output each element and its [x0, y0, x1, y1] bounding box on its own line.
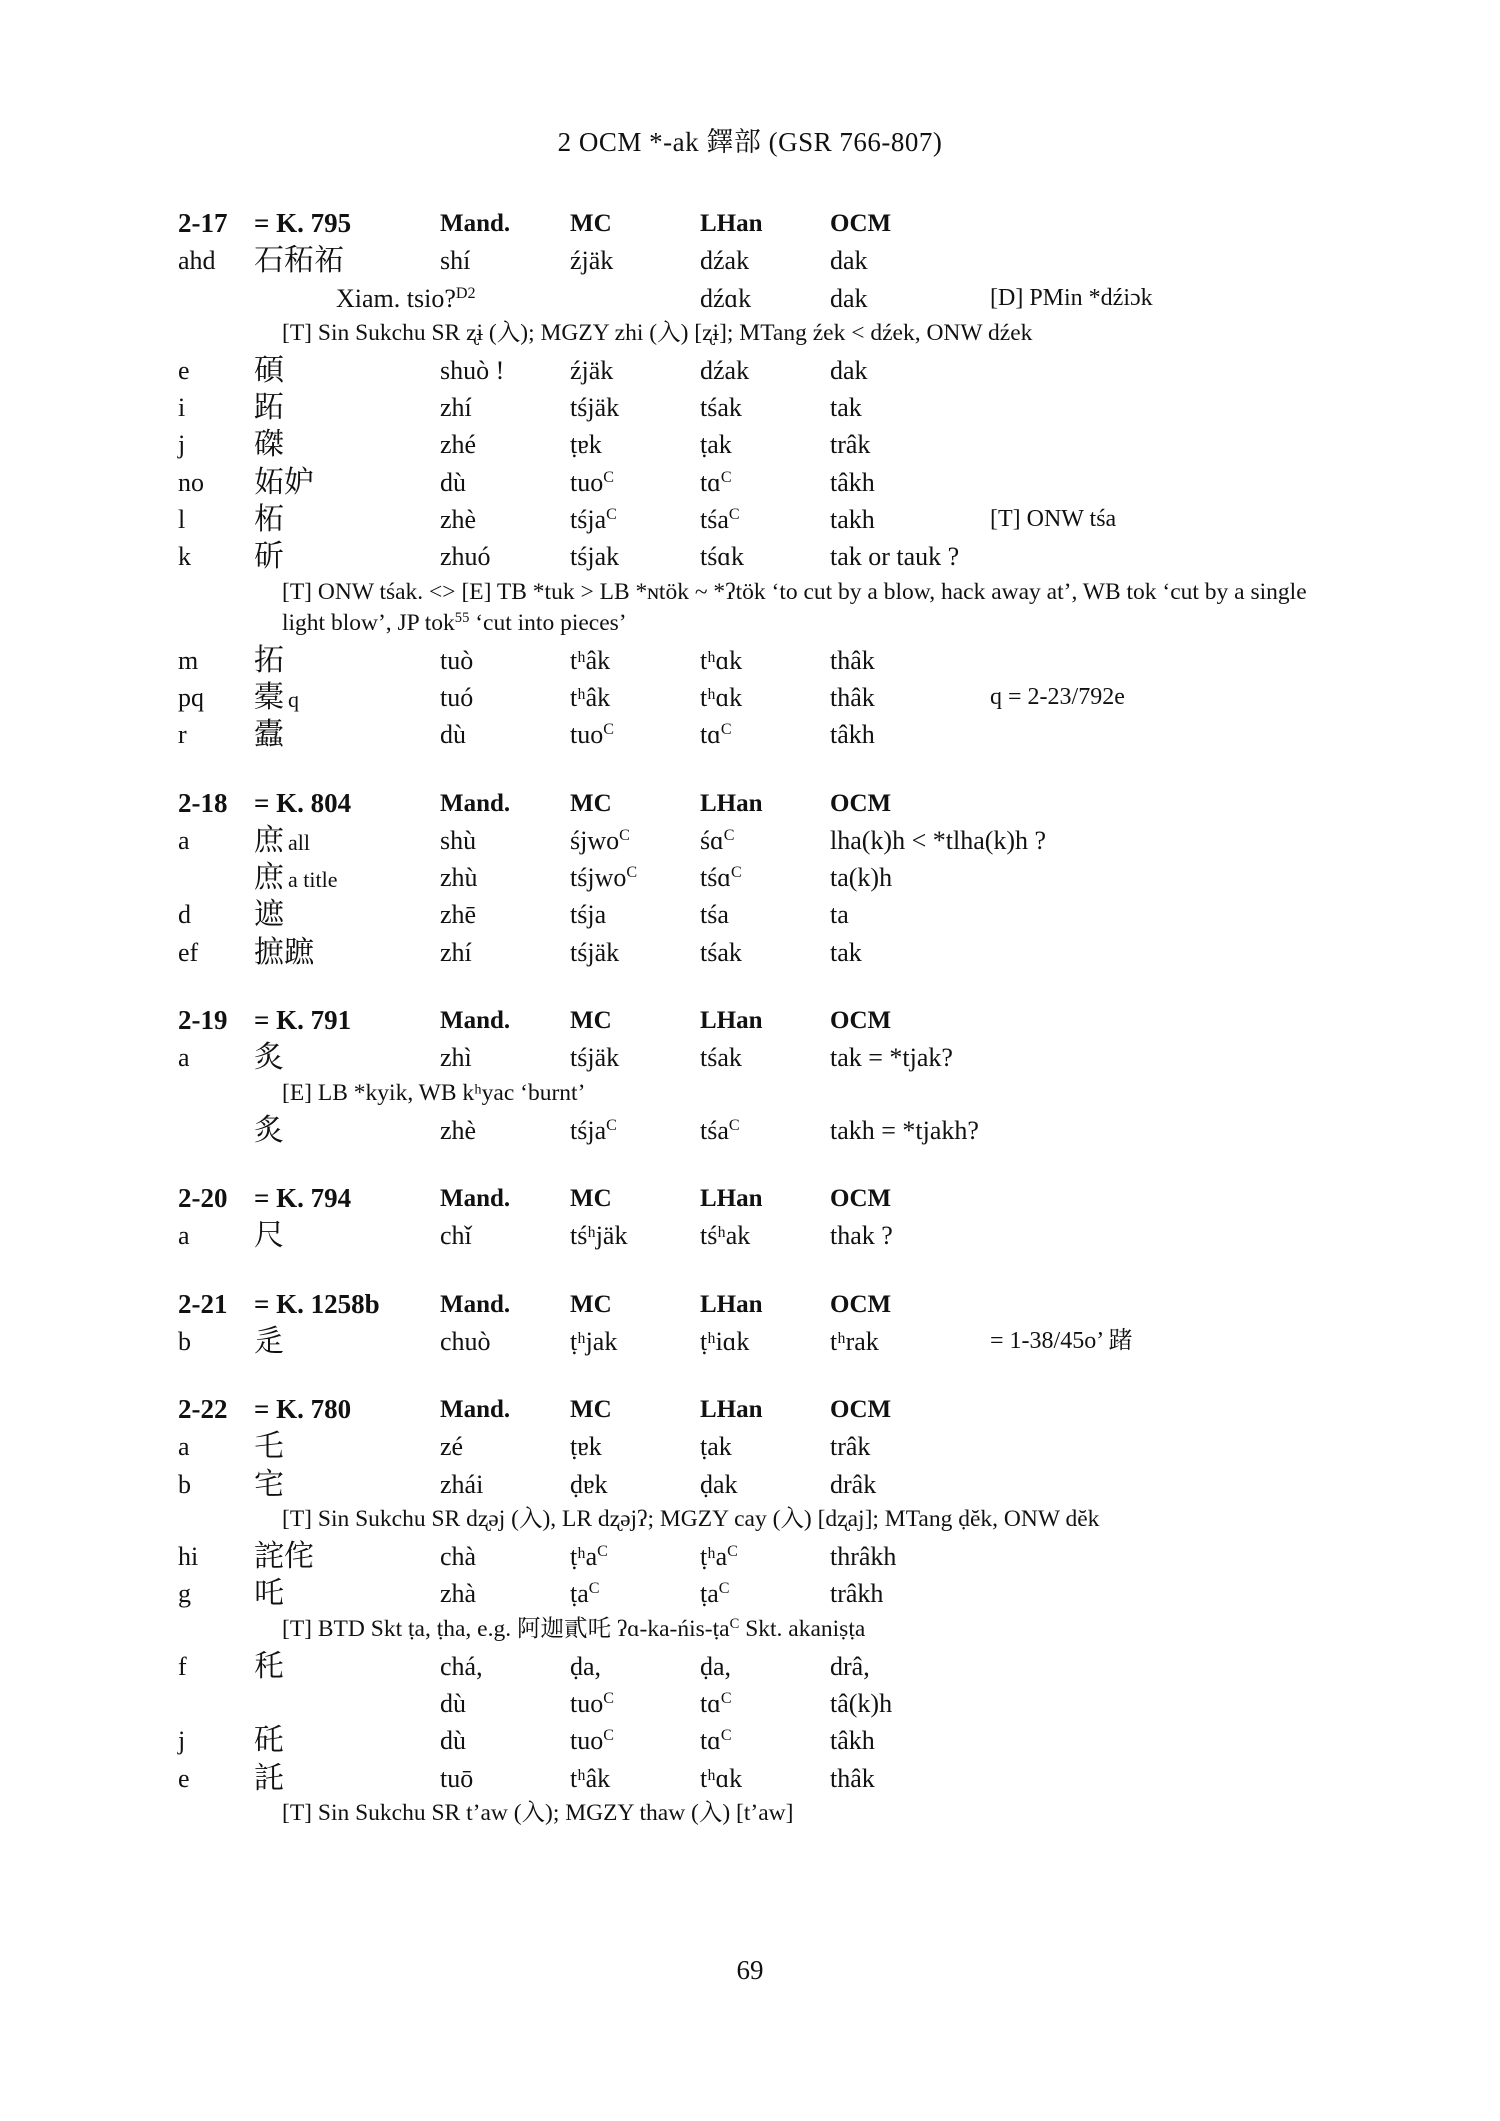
- mandarin-reading: zhái: [440, 1469, 484, 1499]
- character: 辵: [254, 1323, 284, 1359]
- entry-key: l: [178, 505, 186, 535]
- entry-row: [178, 1685, 1328, 1722]
- entry-group-2-22: [178, 1391, 1328, 1832]
- character: 庶 a title: [254, 860, 338, 896]
- entry-row: [178, 1039, 1328, 1076]
- group-id: 2-21: [178, 1288, 228, 1319]
- mc-reading: ṭa$^C$: [570, 1579, 600, 1609]
- entry-key: j: [178, 430, 186, 460]
- mc-reading: tuo$^C$: [570, 1688, 614, 1718]
- entry-row: [178, 242, 1328, 279]
- ocm-reading: takh: [830, 505, 875, 535]
- mandarin-reading: tuō: [440, 1763, 474, 1793]
- lhan-reading: tɑ$^C$: [700, 1726, 732, 1756]
- entry-key: ahd: [178, 246, 216, 276]
- mandarin-reading: dù: [440, 1726, 466, 1756]
- entry-key: a: [178, 825, 190, 855]
- mc-reading: tśjäk: [570, 1043, 620, 1073]
- entry-key: ef: [178, 937, 199, 967]
- entry-row: [178, 1760, 1328, 1797]
- col-header-mc: MC: [570, 1290, 612, 1318]
- col-header-mc: MC: [570, 210, 612, 237]
- lhan-reading: tʰɑk: [700, 1763, 743, 1793]
- entry-comment: [T] Sin Sukchu SR ʐɨ (入); MGZY zhi (入) [ʐɨ]; MTang źek < dźek, ONW dźek: [282, 319, 1033, 346]
- mandarin-reading: tuó: [440, 682, 474, 712]
- group-id: 2-18: [178, 787, 228, 818]
- character-gloss: all: [288, 829, 310, 855]
- entry-key: f: [178, 1651, 187, 1681]
- col-header-ocm: OCM: [830, 1396, 892, 1424]
- entry-row: [178, 896, 1328, 933]
- entry-row: [178, 464, 1328, 501]
- mc-reading: źjäk: [570, 246, 614, 276]
- entry-group-2-20: [178, 1180, 1328, 1255]
- character: 炙: [254, 1040, 284, 1076]
- col-header-lhan: LHan: [700, 1184, 763, 1212]
- page-header: 2 OCM *-ak 鐸部 (GSR 766-807): [557, 127, 943, 157]
- ocm-reading: ta: [830, 900, 849, 930]
- ocm-reading: trâk: [830, 1432, 871, 1462]
- mandarin-reading: zhē: [440, 900, 477, 930]
- lhan-reading: dźak: [700, 355, 750, 385]
- lhan-reading: tɑ$^C$: [700, 720, 732, 750]
- lhan-reading: tʰɑk: [700, 645, 743, 675]
- page-number: 69: [736, 1955, 764, 1985]
- entry-comment: [T] Sin Sukchu SR dʐəj (入), LR dʐəjʔ; MGZY cay (入) [dʐaj]; MTang ḍĕk, ONW dĕk: [282, 1506, 1100, 1533]
- mandarin-reading: shí: [440, 246, 471, 276]
- karlgren-ref: = K. 794: [254, 1182, 352, 1213]
- lhan-reading: ṭʰa$^C$: [700, 1542, 738, 1572]
- ocm-reading: tâkh: [830, 720, 875, 750]
- ocm-reading: tʰrak: [830, 1326, 879, 1356]
- mc-reading: tuo$^C$: [570, 467, 614, 497]
- entry-key: hi: [178, 1542, 199, 1572]
- entry-key: j: [178, 1726, 186, 1756]
- entry-comment: [T] ONW tśak. <> [E] TB *tuk > LB *ɴtök ~ *ʔtök ‘to cut by a blow, hack away at’, WB tok ‘cut by a single light blow’, JP tok$^{55}$ ‘cut into pieces’: [282, 578, 1307, 636]
- ocm-reading: takh = *tjakh?: [830, 1115, 979, 1145]
- entry-group-2-18: [178, 785, 1328, 971]
- character: 遮: [254, 897, 284, 933]
- ocm-reading: dak: [830, 283, 868, 313]
- entry-key: pq: [178, 682, 204, 712]
- entry-key: a: [178, 1432, 190, 1462]
- entry-key: m: [178, 645, 199, 675]
- col-header-mandarin: Mand.: [440, 210, 511, 237]
- lhan-reading: ṭak: [700, 430, 732, 460]
- group-header: [178, 1391, 1328, 1428]
- ocm-reading: trâkh: [830, 1579, 884, 1609]
- ocm-reading: tâkh: [830, 1726, 875, 1756]
- ocm-reading: tâkh: [830, 467, 875, 497]
- mandarin-reading: dù: [440, 720, 466, 750]
- character: 石䄷祏: [254, 243, 344, 279]
- mandarin-reading: chǐ: [440, 1221, 472, 1251]
- entry-key: e: [178, 355, 190, 385]
- mandarin-reading: zhí: [440, 937, 472, 967]
- mc-reading: tśjwo$^C$: [570, 863, 638, 893]
- ocm-reading: thâk: [830, 1763, 875, 1793]
- mandarin-reading: dù: [440, 1688, 466, 1718]
- col-header-lhan: LHan: [700, 1007, 763, 1035]
- mc-reading: tśʰjäk: [570, 1221, 628, 1251]
- entry-row: [178, 426, 1328, 463]
- mc-reading: tśja: [570, 900, 607, 930]
- mc-reading: tuo$^C$: [570, 1726, 614, 1756]
- col-header-mc: MC: [570, 1007, 612, 1035]
- col-header-mandarin: Mand.: [440, 1184, 511, 1212]
- entry-row: [178, 679, 1328, 716]
- ocm-reading: tak: [830, 937, 862, 967]
- lhan-reading: ḍak: [700, 1469, 738, 1499]
- mandarin-reading: zhè: [440, 1115, 477, 1145]
- lhan-reading: tśa$^C$: [700, 1115, 740, 1145]
- col-header-ocm: OCM: [830, 1184, 892, 1212]
- character: 矺: [254, 1723, 284, 1759]
- ocm-reading: ta(k)h: [830, 863, 893, 893]
- mandarin-reading: chá,: [440, 1651, 483, 1681]
- character: 吒: [254, 1576, 284, 1612]
- mandarin-reading: chà: [440, 1542, 477, 1572]
- lhan-reading: dźak: [700, 246, 750, 276]
- col-header-mandarin: Mand.: [440, 789, 511, 817]
- character: 斫: [254, 539, 284, 575]
- character-gloss: q: [288, 686, 299, 712]
- mandarin-reading: shù: [440, 825, 477, 855]
- group-header: [178, 1286, 1328, 1323]
- entries: [178, 205, 1328, 1863]
- mc-reading: ṭʰjak: [570, 1326, 618, 1356]
- entry-row: [178, 280, 1328, 317]
- entry-comment: [T] BTD Skt ṭa, ṭha, e.g. 阿迦貳吒 ʔɑ-ka-ńis-ṭa$^C$ Skt. akaniṣṭa: [282, 1615, 866, 1642]
- lhan-reading: tśɑ$^C$: [700, 863, 742, 893]
- group-header: [178, 1180, 1328, 1217]
- col-header-lhan: LHan: [700, 1290, 763, 1318]
- entry-row: [178, 1538, 1328, 1575]
- character: 庶 all: [254, 822, 310, 858]
- entry-row: [178, 1428, 1328, 1465]
- lhan-reading: tśa$^C$: [700, 505, 740, 535]
- entry-key: b: [178, 1326, 191, 1356]
- karlgren-ref: = K. 795: [254, 208, 352, 238]
- xiamen-reading: Xiam. tsio?$^{D2}$: [336, 283, 476, 313]
- entry-row: [178, 859, 1328, 896]
- mc-reading: tʰâk: [570, 682, 611, 712]
- col-header-lhan: LHan: [700, 789, 763, 817]
- character: 橐 q: [254, 679, 299, 715]
- lhan-reading: tśa: [700, 900, 729, 930]
- entry-row: [178, 501, 1328, 538]
- entry-row: [178, 822, 1328, 859]
- group-header: [178, 205, 1328, 242]
- mc-reading: tśjäk: [570, 937, 620, 967]
- col-header-ocm: OCM: [830, 1007, 892, 1035]
- entry-row: [178, 716, 1328, 753]
- karlgren-ref: = K. 1258b: [254, 1288, 380, 1319]
- entry-key: g: [178, 1579, 191, 1609]
- mandarin-reading: zhé: [440, 430, 477, 460]
- lhan-reading: tɑ$^C$: [700, 467, 732, 497]
- col-header-ocm: OCM: [830, 789, 892, 817]
- character: 託: [254, 1760, 284, 1796]
- col-header-mc: MC: [570, 1184, 612, 1212]
- character: 碩: [254, 352, 284, 388]
- ocm-reading: dak: [830, 355, 868, 385]
- lhan-reading: ṭa$^C$: [700, 1579, 730, 1609]
- character: 妬妒: [254, 464, 314, 500]
- entry-row: [178, 1112, 1328, 1149]
- karlgren-ref: = K. 804: [254, 787, 352, 818]
- mc-reading: śjwo$^C$: [570, 825, 630, 855]
- entry-key: k: [178, 542, 191, 572]
- col-header-lhan: LHan: [700, 210, 763, 237]
- lhan-reading: tśak: [700, 937, 742, 967]
- character: 尺: [254, 1218, 284, 1254]
- col-header-mc: MC: [570, 789, 612, 817]
- ocm-reading: tâ(k)h: [830, 1688, 893, 1718]
- entry-key: a: [178, 1043, 190, 1073]
- mandarin-reading: zhí: [440, 393, 472, 423]
- group-id: 2-22: [178, 1394, 228, 1425]
- mandarin-reading: zé: [440, 1432, 464, 1462]
- entry-row: [178, 934, 1328, 971]
- entry-note: [T] ONW tśa: [990, 506, 1117, 533]
- ocm-reading: lha(k)h < *tlha(k)h ?: [830, 825, 1047, 855]
- group-header: [178, 785, 1328, 822]
- character: 磔: [254, 427, 284, 463]
- mc-reading: ḍɐk: [570, 1469, 608, 1499]
- entry-group-2-21: [178, 1286, 1328, 1361]
- mandarin-reading: dù: [440, 467, 466, 497]
- ocm-reading: thâk: [830, 645, 875, 675]
- ocm-reading: drâk: [830, 1469, 877, 1499]
- character: 炙: [254, 1112, 284, 1148]
- col-header-ocm: OCM: [830, 210, 892, 237]
- entry-row: [178, 1466, 1328, 1503]
- col-header-lhan: LHan: [700, 1396, 763, 1424]
- character: 拓: [254, 642, 284, 678]
- col-header-ocm: OCM: [830, 1290, 892, 1318]
- entry-key: b: [178, 1469, 191, 1499]
- entry-row: [178, 389, 1328, 426]
- mandarin-reading: tuò: [440, 645, 474, 675]
- entry-comment: [T] Sin Sukchu SR t’aw (入); MGZY thaw (入) [t’aw]: [282, 1799, 794, 1826]
- ocm-reading: dak: [830, 246, 868, 276]
- entry-row: [178, 1648, 1328, 1685]
- mandarin-reading: zhà: [440, 1579, 477, 1609]
- mc-reading: tśja$^C$: [570, 1115, 617, 1145]
- entry-row: [178, 538, 1328, 575]
- lhan-reading: ḍa,: [700, 1651, 732, 1681]
- entry-group-2-19: [178, 1002, 1328, 1149]
- entry-key: r: [178, 720, 187, 750]
- mc-reading: źjäk: [570, 355, 614, 385]
- ocm-reading: drâ,: [830, 1651, 870, 1681]
- entry-row: [178, 352, 1328, 389]
- character: 跖: [254, 390, 284, 426]
- entry-note: [D] PMin *dźiɔk: [990, 284, 1153, 311]
- entry-row: [178, 1217, 1328, 1254]
- mc-reading: tśjäk: [570, 393, 620, 423]
- entry-row: [178, 1323, 1328, 1360]
- lhan-reading: tɑ$^C$: [700, 1688, 732, 1718]
- entry-key: a: [178, 1221, 190, 1251]
- character: 詫侘: [254, 1539, 314, 1575]
- mandarin-reading: shuò !: [440, 355, 505, 385]
- mc-reading: tʰâk: [570, 1763, 611, 1793]
- ocm-reading: thâk: [830, 682, 875, 712]
- col-header-mandarin: Mand.: [440, 1007, 511, 1035]
- lhan-reading: tśɑk: [700, 542, 744, 572]
- lhan-reading: tśʰak: [700, 1221, 751, 1251]
- entry-key: e: [178, 1763, 190, 1793]
- mc-reading: ṭɐk: [570, 1432, 602, 1462]
- character: 秅: [254, 1648, 284, 1684]
- mandarin-reading: chuò: [440, 1326, 491, 1356]
- mc-reading: tʰâk: [570, 645, 611, 675]
- lhan-reading: dźɑk: [700, 283, 752, 313]
- entry-row: [178, 642, 1328, 679]
- entry-comment: [E] LB *kyik, WB kʰyac ‘burnt’: [282, 1079, 586, 1106]
- ocm-reading: tak: [830, 393, 862, 423]
- character-gloss: a title: [288, 867, 338, 893]
- mandarin-reading: zhì: [440, 1043, 472, 1073]
- ocm-reading: thrâkh: [830, 1542, 897, 1572]
- character: 蠹: [254, 717, 284, 753]
- entry-row: [178, 1722, 1328, 1759]
- mc-reading: ṭʰa$^C$: [570, 1542, 608, 1572]
- lhan-reading: tśak: [700, 1043, 742, 1073]
- character: 摭蹠: [254, 934, 314, 970]
- entry-key: d: [178, 900, 191, 930]
- mc-reading: ḍa,: [570, 1651, 602, 1681]
- col-header-mandarin: Mand.: [440, 1290, 511, 1318]
- group-header: [178, 1002, 1328, 1039]
- ocm-reading: trâk: [830, 430, 871, 460]
- group-id: 2-19: [178, 1005, 228, 1036]
- mc-reading: tśja$^C$: [570, 505, 617, 535]
- ocm-reading: thak ?: [830, 1221, 893, 1251]
- mc-reading: ṭɐk: [570, 430, 602, 460]
- entry-key: i: [178, 393, 186, 423]
- group-id: 2-17: [178, 208, 228, 238]
- character: 乇: [254, 1429, 284, 1465]
- mandarin-reading: zhuó: [440, 542, 491, 572]
- lhan-reading: śɑ$^C$: [700, 825, 735, 855]
- col-header-mandarin: Mand.: [440, 1396, 511, 1424]
- character: 宅: [254, 1466, 284, 1502]
- lhan-reading: ṭak: [700, 1432, 732, 1462]
- entry-key: no: [178, 467, 204, 497]
- entry-row: [178, 1575, 1328, 1612]
- lhan-reading: tśak: [700, 393, 742, 423]
- mandarin-reading: zhè: [440, 505, 477, 535]
- col-header-mc: MC: [570, 1396, 612, 1424]
- entry-note: q = 2-23/792e: [990, 683, 1125, 710]
- mandarin-reading: zhù: [440, 863, 478, 893]
- entry-group-2-17: [178, 205, 1328, 754]
- lhan-reading: ṭʰiɑk: [700, 1326, 750, 1356]
- group-id: 2-20: [178, 1182, 228, 1213]
- ocm-reading: tak or tauk ?: [830, 542, 960, 572]
- ocm-reading: tak = *tjak?: [830, 1043, 953, 1073]
- entry-note: = 1-38/45o’ 踷: [990, 1327, 1133, 1354]
- character: 柘: [254, 502, 284, 538]
- lhan-reading: tʰɑk: [700, 682, 743, 712]
- karlgren-ref: = K. 780: [254, 1394, 352, 1425]
- karlgren-ref: = K. 791: [254, 1005, 352, 1036]
- mc-reading: tśjak: [570, 542, 620, 572]
- mc-reading: tuo$^C$: [570, 720, 614, 750]
